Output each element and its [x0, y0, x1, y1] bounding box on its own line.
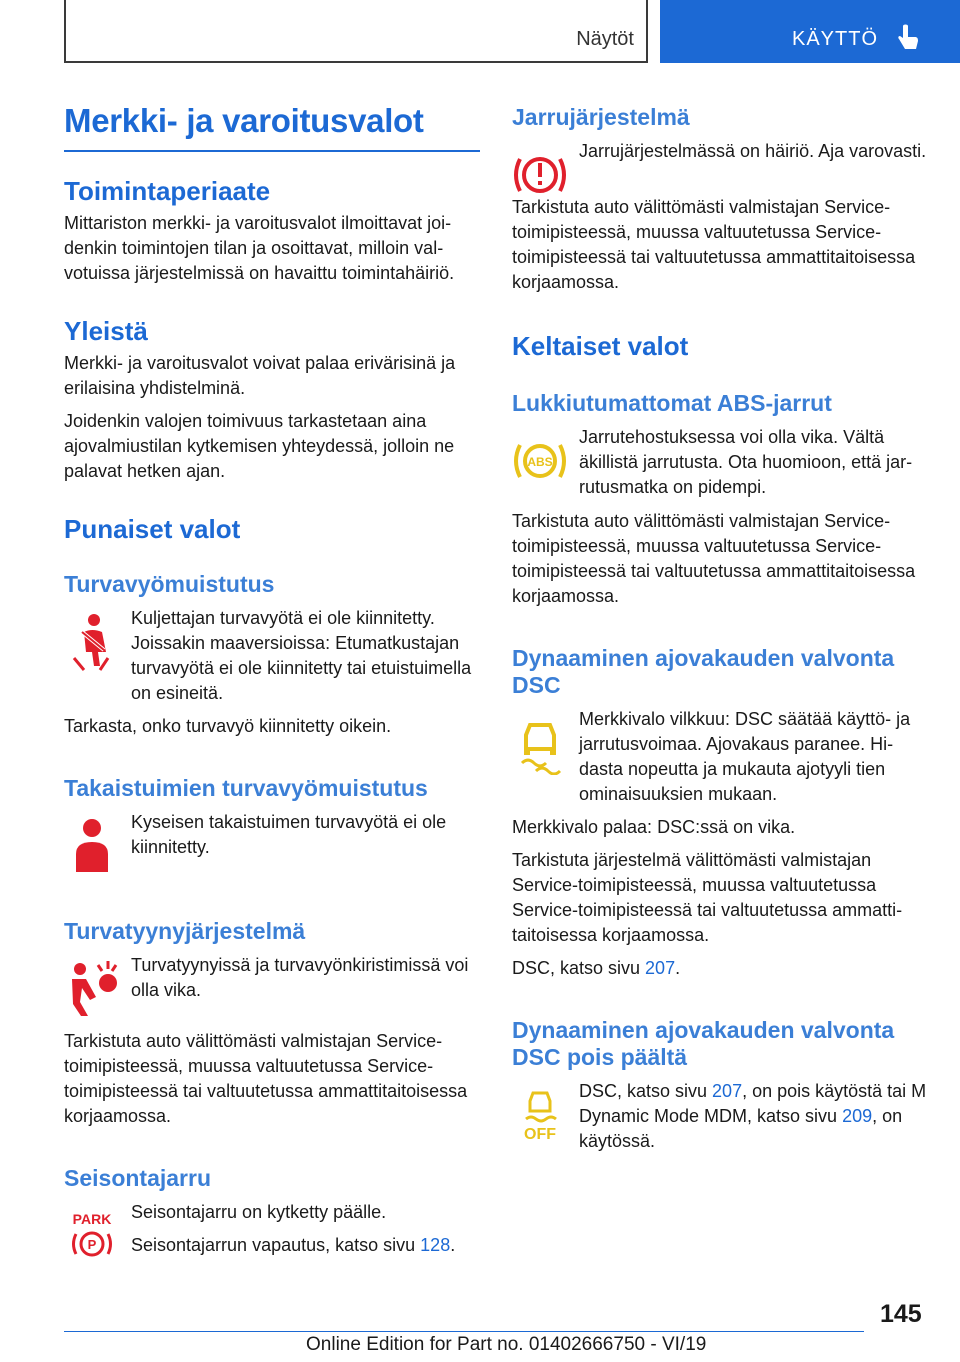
principle-text: Mittariston merkki- ja varoitusvalot ilmoittavat joidenkin toimintojen tilan ja osoittavat, milloin valvotuissa järjestelmissä on havaittu toimintahäiriö.: [64, 213, 455, 283]
brake-row: [512, 139, 928, 215]
airbag-row: [64, 953, 480, 1029]
brake-warning-icon: [512, 143, 568, 207]
header-section-tab: [64, 0, 648, 63]
brake-service-text: Tarkistuta auto välittömästi valmistajan Service-toimipisteessä, muussa valtuutetussa Service-toimipisteessä tai valtuutetussa ammattitaitoisessa korjaamossa.: [512, 197, 916, 292]
dsc-off-icon: [512, 1083, 568, 1147]
heading-yellow-lights: Keltaiset valot: [512, 331, 689, 361]
brake-text: Jarrujärjestelmässä on häiriö. Aja varovasti.: [579, 141, 927, 161]
parking-brake-icon-label: PARK: [72, 1211, 112, 1227]
header-chapter-tab: [660, 0, 960, 63]
parking-brake-release-text: Seisontajarrun vapautus, katso sivu 128.: [131, 1235, 456, 1255]
page-title: Merkki- ja varoitusvalot: [64, 96, 480, 152]
seatbelt-row: [64, 606, 480, 706]
left-column: [64, 96, 480, 1276]
page-link-128[interactable]: 128: [420, 1235, 451, 1255]
heading-red-lights: Punaiset valot: [64, 514, 241, 544]
dsc-text: Merkkivalo vilkkuu: DSC säätää käyttö- ja jarrutusvoimaa. Ajovakaus paranee. Hidasta nopeutta ja mukauta ajotyyli tien ominaisuuksien mukaan.: [579, 709, 911, 804]
heading-dsc: Dynaaminen ajovakauden valvonta DSC: [512, 645, 895, 698]
dsc-off-row: [512, 1079, 928, 1155]
dsc-service-text: Tarkistuta järjestelmä välittömästi valmistajan Service-toimipisteessä, muussa valtuutetussa Service-toimipisteessä tai valtuutetussa ammattitaitoisessa korjaamossa.: [512, 850, 903, 945]
parking-brake-row: [64, 1200, 480, 1276]
header-chapter-label: KÄYTTÖ: [792, 28, 879, 50]
abs-warning-icon: [512, 429, 568, 493]
heading-rear-seatbelt: Takaistuimien turvavyömuistutus: [64, 775, 428, 801]
right-column: [512, 96, 928, 1155]
parking-brake-icon: [64, 1204, 120, 1268]
general-text-2: Joidenkin valojen toimivuus tarkastetaan aina ajovalmiustilan kytkemisen yhteydessä, jolloin ne palavat hetken ajan.: [64, 411, 455, 481]
heading-seatbelt: Turvavyömuistutus: [64, 571, 275, 597]
seatbelt-warning-icon: [64, 610, 120, 674]
page-link-207-b[interactable]: 207: [712, 1081, 743, 1101]
heading-brake-system: Jarrujärjestelmä: [512, 104, 690, 130]
parking-brake-text: Seisontajarru on kytketty päälle.: [131, 1202, 387, 1222]
page-number: 145: [880, 1300, 922, 1328]
abs-text: Jarrutehostuksessa voi olla vika. Vältä äkillistä jarrutusta. Ota huomioon, että jarrutusmatka on pidempi.: [579, 427, 913, 497]
heading-dsc-off: Dynaaminen ajovakauden valvonta DSC pois päältä: [512, 1017, 895, 1070]
rear-seat-occupant-icon: [64, 814, 120, 878]
abs-icon-label: ABS: [527, 455, 553, 469]
dsc-warning-icon: [512, 711, 568, 775]
heading-principle: Toimintaperiaate: [64, 176, 271, 206]
footer-edition: Online Edition for Part no. 01402666750 - VI/19: [306, 1334, 707, 1355]
dsc-fault-text: Merkkivalo palaa: DSC:ssä on vika.: [512, 817, 796, 837]
rear-seatbelt-row: [64, 810, 480, 886]
seatbelt-check-text: Tarkasta, onko turvavyö kiinnitetty oikein.: [64, 716, 392, 736]
header-section-label: Näytöt: [576, 28, 634, 50]
svg-text:P: P: [87, 1237, 97, 1252]
dsc-off-icon-label: OFF: [524, 1126, 556, 1143]
heading-parking-brake: Seisontajarru: [64, 1165, 211, 1191]
general-text-1: Merkki- ja varoitusvalot voivat palaa erivärisinä ja erilaisina yhdistelminä.: [64, 353, 456, 398]
heading-airbag: Turvatyynyjärjestelmä: [64, 918, 306, 944]
footer-divider: [64, 1331, 864, 1332]
rear-seatbelt-text: Kyseisen takaistuimen turvavyötä ei ole kiinnitetty.: [131, 812, 447, 857]
heading-general: Yleistä: [64, 316, 148, 346]
page-link-207[interactable]: 207: [645, 958, 676, 978]
abs-service-text: Tarkistuta auto välittömästi valmistajan Service-toimipisteessä, muussa valtuutetussa Service-toimipisteessä tai valtuutetussa ammattitaitoisessa korjaamossa.: [512, 511, 916, 606]
page-link-209[interactable]: 209: [842, 1106, 873, 1126]
dsc-ref-text: DSC, katso sivu 207.: [512, 958, 681, 978]
pointing-hand-icon: [898, 24, 920, 52]
heading-abs: Lukkiutumattomat ABS-jarrut: [512, 390, 832, 416]
seatbelt-text: Kuljettajan turvavyötä ei ole kiinnitetty. Joissakin maaversioissa: Etumatkustajan turvavyötä ei ole kiinnitetty tai etuistuimella on esineitä.: [131, 608, 472, 703]
abs-row: [512, 425, 928, 501]
dsc-row: [512, 707, 928, 807]
airbag-text: Turvatyynyissä ja turvavyönkiristimissä voi olla vika.: [131, 955, 469, 1000]
airbag-warning-icon: [64, 957, 120, 1021]
dsc-off-text: DSC, katso sivu 207, on pois käytöstä tai M Dynamic Mode MDM, katso sivu 209, on käytössä.: [579, 1081, 927, 1151]
airbag-service-text: Tarkistuta auto välittömästi valmistajan Service-toimipisteessä, muussa valtuutetussa Service-toimipisteessä tai valtuutetussa ammattitaitoisessa korjaamossa.: [64, 1031, 468, 1126]
